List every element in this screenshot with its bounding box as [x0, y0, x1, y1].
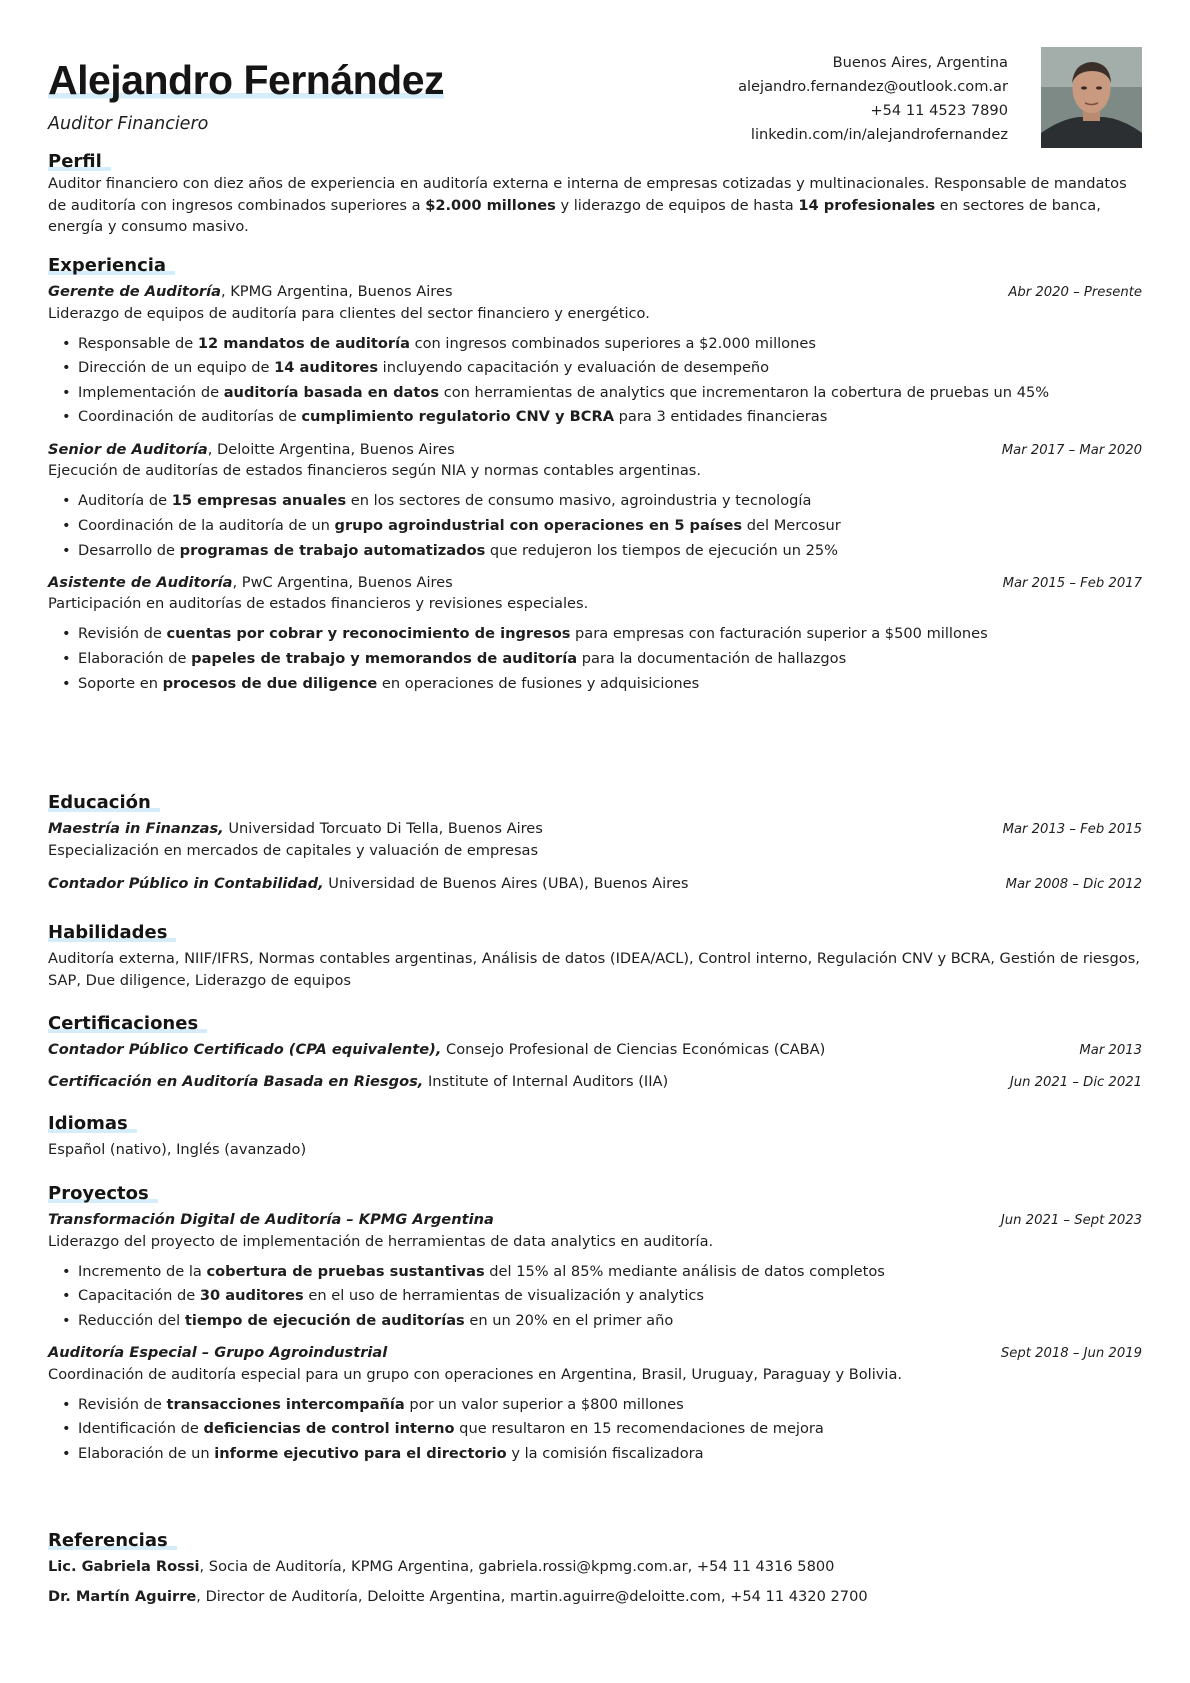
bullet-text: para la documentación de hallazgos — [577, 650, 847, 668]
bullet-highlight: papeles de trabajo y memorandos de auditoría — [191, 650, 578, 668]
job-bullets — [48, 489, 1142, 563]
job-bullet — [48, 622, 1142, 647]
section-title-proyectos: Proyectos — [48, 1182, 158, 1205]
languages-text: Español (nativo), Inglés (avanzado) — [48, 1141, 307, 1159]
reference-name: Lic. Gabriela Rossi — [48, 1558, 200, 1576]
bullet-highlight: 12 mandatos de auditoría — [197, 334, 410, 352]
project-bullets — [48, 1393, 1142, 1467]
bullet-text: Elaboración de un — [78, 1444, 215, 1462]
reference-details: , Director de Auditoría, Deloitte Argentina, martin.aguirre@deloitte.com, +54 11 4320 2700 — [196, 1587, 868, 1605]
education-heading — [48, 818, 1142, 839]
section-perfil — [48, 150, 1142, 237]
job-summary: Ejecución de auditorías de estados financieros según NIA y normas contables argentinas. — [48, 462, 702, 480]
experience-position-line — [48, 281, 453, 302]
bullet-text: Soporte en — [78, 674, 163, 692]
section-title-habilidades: Habilidades — [48, 921, 176, 944]
project-bullet — [48, 1260, 1142, 1285]
bullet-text: con herramientas de analytics que incrementaron la cobertura de pruebas un 45% — [439, 383, 1050, 401]
project-heading — [48, 1209, 1142, 1230]
bullet-text: Identificación de — [78, 1420, 204, 1438]
bullet-text: en un 20% en el primer año — [464, 1311, 674, 1329]
job-company: , KPMG Argentina, Buenos Aires — [220, 283, 453, 301]
section-idiomas — [48, 1112, 1142, 1161]
certification-line — [48, 1039, 825, 1060]
bullet-text: por un valor superior a $800 millones — [404, 1395, 684, 1413]
bullet-text: del Mercosur — [742, 516, 841, 534]
education-degree-line — [48, 873, 688, 894]
bullet-text: y la comisión fiscalizadora — [506, 1444, 704, 1462]
experience-heading — [48, 439, 1142, 460]
job-bullet — [48, 332, 1142, 357]
bullet-highlight: auditoría basada en datos — [223, 383, 440, 401]
experience-position-line — [48, 572, 453, 593]
skills-text: Auditoría externa, NIIF/IFRS, Normas contables argentinas, Análisis de datos (IDEA/ACL), Control interno, Regulación CNV y BCRA, Gestión de riesgos, SAP, Due diligence, Liderazgo de equipos — [48, 950, 1140, 989]
project-name: Transformación Digital de Auditoría – KPMG Argentina — [48, 1211, 494, 1229]
job-bullet — [48, 672, 1142, 697]
bullet-text: Auditoría de — [78, 492, 172, 510]
contact-linkedin[interactable]: linkedin.com/in/alejandrofernandez — [750, 126, 1008, 143]
perfil-text-part: y liderazgo de equipos de hasta — [555, 196, 799, 214]
job-bullet — [48, 489, 1142, 514]
bullet-highlight: transacciones intercompañía — [166, 1395, 405, 1413]
experience-item — [48, 281, 1142, 430]
section-title-experiencia: Experiencia — [48, 254, 175, 277]
bullet-text: Reducción del — [78, 1311, 185, 1329]
project-bullets — [48, 1260, 1142, 1334]
bullet-text: Elaboración de — [78, 650, 192, 668]
job-bullet — [48, 356, 1142, 381]
job-date: Abr 2020 – Presente — [1008, 285, 1142, 301]
project-summary: Liderazgo del proyecto de implementación de herramientas de data analytics en auditoría. — [48, 1232, 714, 1250]
section-educacion — [48, 791, 1142, 894]
certification-date: Jun 2021 – Dic 2021 — [1009, 1074, 1142, 1090]
section-proyectos — [48, 1182, 1142, 1467]
bullet-text: para 3 entidades financieras — [614, 408, 828, 426]
job-position: Gerente de Auditoría — [48, 283, 221, 301]
bullet-highlight: 14 auditores — [274, 359, 379, 377]
job-company: , PwC Argentina, Buenos Aires — [232, 574, 453, 592]
bullet-text: Revisión de — [78, 625, 167, 643]
experience-heading — [48, 281, 1142, 302]
job-position: Asistente de Auditoría — [48, 574, 233, 592]
bullet-highlight: cumplimiento regulatorio CNV y BCRA — [301, 408, 615, 426]
job-date: Mar 2017 – Mar 2020 — [1001, 443, 1142, 459]
section-title-certificaciones: Certificaciones — [48, 1012, 207, 1035]
certification-issuer: Institute of Internal Auditors (IIA) — [423, 1072, 669, 1090]
bullet-text: Dirección de un equipo de — [78, 359, 275, 377]
certification-issuer: Consejo Profesional de Ciencias Económicas (CABA) — [441, 1041, 826, 1059]
project-bullet — [48, 1442, 1142, 1467]
experience-heading — [48, 572, 1142, 593]
bullet-highlight: cobertura de pruebas sustantivas — [206, 1262, 485, 1280]
bullet-text: Responsable de — [78, 334, 198, 352]
bullet-text: Desarrollo de — [78, 541, 180, 559]
job-bullet — [48, 381, 1142, 406]
candidate-name: Alejandro Fernández — [48, 57, 445, 103]
bullet-highlight: deficiencias de control interno — [203, 1420, 455, 1438]
project-heading — [48, 1342, 1142, 1363]
education-school: Universidad Torcuato Di Tella, Buenos Aires — [223, 820, 543, 838]
bullet-text: con ingresos combinados superiores a $2.000 millones — [409, 334, 816, 352]
section-habilidades — [48, 921, 1142, 991]
bullet-text: que resultaron en 15 recomendaciones de mejora — [454, 1420, 824, 1438]
job-summary: Liderazgo de equipos de auditoría para clientes del sector financiero y energético. — [48, 304, 650, 322]
perfil-highlight: $2.000 millones — [425, 196, 556, 214]
job-company: , Deloitte Argentina, Buenos Aires — [207, 441, 455, 459]
certification-item — [48, 1039, 1142, 1060]
project-bullet — [48, 1309, 1142, 1334]
job-bullets — [48, 332, 1142, 430]
bullet-highlight: 30 auditores — [199, 1287, 304, 1305]
project-item — [48, 1209, 1142, 1333]
reference-name: Dr. Martín Aguirre — [48, 1587, 197, 1605]
bullet-text: que redujeron los tiempos de ejecución un 25% — [485, 541, 839, 559]
bullet-text: Revisión de — [78, 1395, 167, 1413]
portrait-graphic — [1041, 47, 1142, 148]
job-bullet — [48, 647, 1142, 672]
project-bullet — [48, 1417, 1142, 1442]
education-school: Universidad de Buenos Aires (UBA), Buenos Aires — [323, 874, 689, 892]
reference-item — [48, 1586, 1142, 1607]
contact-email[interactable]: alejandro.fernandez@outlook.com.ar — [738, 78, 1008, 95]
education-summary: Especialización en mercados de capitales y valuación de empresas — [48, 841, 539, 859]
job-bullet — [48, 405, 1142, 430]
project-bullet — [48, 1393, 1142, 1418]
job-bullets — [48, 622, 1142, 696]
perfil-highlight: 14 profesionales — [798, 196, 936, 214]
section-title-educacion: Educación — [48, 791, 160, 814]
reference-details: , Socia de Auditoría, KPMG Argentina, gabriela.rossi@kpmg.com.ar, +54 11 4316 5800 — [199, 1558, 835, 1576]
section-experiencia — [48, 254, 1142, 696]
project-summary: Coordinación de auditoría especial para un grupo con operaciones en Argentina, Brasil, Uruguay, Paraguay y Bolivia. — [48, 1365, 903, 1383]
profile-photo — [1041, 47, 1142, 148]
education-degree: Contador Público in Contabilidad, — [48, 874, 324, 892]
perfil-text — [48, 173, 1142, 236]
section-title-idiomas: Idiomas — [48, 1112, 137, 1135]
section-title-referencias: Referencias — [48, 1529, 177, 1552]
reference-item — [48, 1556, 1142, 1577]
education-item — [48, 873, 1142, 894]
resume-header — [48, 0, 1142, 150]
bullet-highlight: tiempo de ejecución de auditorías — [184, 1311, 465, 1329]
project-date: Sept 2018 – Jun 2019 — [1000, 1346, 1142, 1362]
perfil-text-part: Auditor financiero con diez años de experiencia en auditoría externa e interna de empresas cotizadas y multinacionales. Responsable de mandatos de auditoría con ingresos combinados superiores a — [48, 175, 1127, 214]
certification-name: Contador Público Certificado (CPA equivalente), — [48, 1041, 442, 1059]
certification-line — [48, 1071, 668, 1092]
job-bullet — [48, 539, 1142, 564]
bullet-highlight: procesos de due diligence — [162, 674, 378, 692]
bullet-text: Capacitación de — [78, 1287, 200, 1305]
education-degree-line — [48, 818, 543, 839]
section-title-perfil: Perfil — [48, 150, 111, 173]
education-date: Mar 2008 – Dic 2012 — [1005, 876, 1142, 892]
experience-position-line — [48, 439, 455, 460]
contact-phone: +54 11 4523 7890 — [870, 102, 1008, 119]
job-date: Mar 2015 – Feb 2017 — [1002, 576, 1142, 592]
bullet-text: del 15% al 85% mediante análisis de datos completos — [484, 1262, 885, 1280]
job-bullet — [48, 514, 1142, 539]
experience-item — [48, 439, 1142, 563]
bullet-text: en el uso de herramientas de visualización y analytics — [303, 1287, 704, 1305]
section-certificaciones — [48, 1012, 1142, 1092]
project-bullet — [48, 1284, 1142, 1309]
education-date: Mar 2013 – Feb 2015 — [1002, 822, 1142, 838]
bullet-highlight: 15 empresas anuales — [171, 492, 347, 510]
certification-item — [48, 1071, 1142, 1092]
project-item — [48, 1342, 1142, 1466]
certification-name: Certificación en Auditoría Basada en Riesgos, — [48, 1072, 424, 1090]
bullet-text: Implementación de — [78, 383, 224, 401]
education-heading — [48, 873, 1142, 894]
education-item — [48, 818, 1142, 860]
job-position: Senior de Auditoría — [48, 441, 208, 459]
project-name: Auditoría Especial – Grupo Agroindustrial — [48, 1344, 388, 1362]
project-date: Jun 2021 – Sept 2023 — [1000, 1213, 1142, 1229]
bullet-text: para empresas con facturación superior a $500 millones — [570, 625, 988, 643]
bullet-text: en los sectores de consumo masivo, agroindustria y tecnología — [346, 492, 812, 510]
bullet-text: Incremento de la — [78, 1262, 207, 1280]
bullet-text: Coordinación de la auditoría de un — [78, 516, 335, 534]
bullet-text: Coordinación de auditorías de — [78, 408, 302, 426]
bullet-text: incluyendo capacitación y evaluación de desempeño — [378, 359, 770, 377]
bullet-highlight: cuentas por cobrar y reconocimiento de ingresos — [166, 625, 571, 643]
bullet-highlight: grupo agroindustrial con operaciones en 5 países — [334, 516, 743, 534]
education-degree: Maestría in Finanzas, — [48, 820, 224, 838]
bullet-highlight: programas de trabajo automatizados — [179, 541, 486, 559]
candidate-role: Auditor Financiero — [48, 114, 209, 134]
certification-date: Mar 2013 — [1079, 1043, 1142, 1059]
contact-block — [738, 51, 1008, 147]
perfil-text-part: en sectores de banca, energía y consumo masivo. — [48, 196, 1101, 235]
bullet-text: en operaciones de fusiones y adquisiciones — [377, 674, 700, 692]
section-referencias — [48, 1529, 1142, 1607]
contact-location: Buenos Aires, Argentina — [832, 54, 1008, 71]
experience-item — [48, 572, 1142, 696]
job-summary: Participación en auditorías de estados financieros y revisiones especiales. — [48, 595, 589, 613]
bullet-highlight: informe ejecutivo para el directorio — [214, 1444, 507, 1462]
